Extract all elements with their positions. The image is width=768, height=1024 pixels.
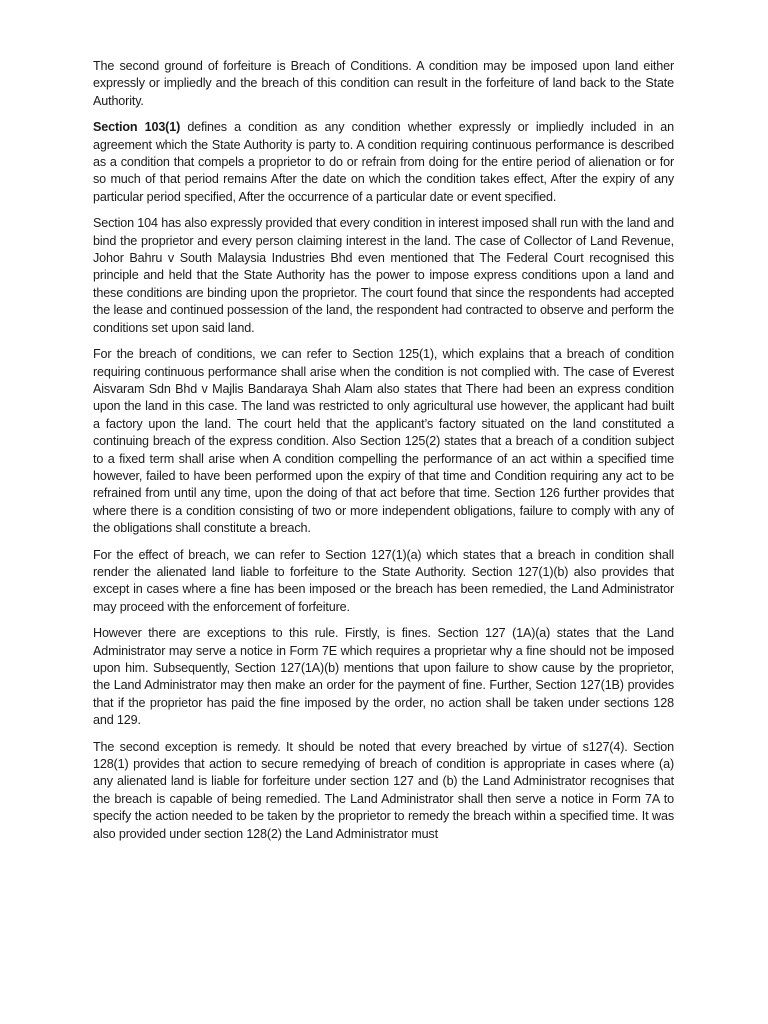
paragraph-section-103	[93, 119, 674, 206]
paragraph-effect-of-breach	[93, 547, 674, 617]
paragraph-section-104	[93, 215, 674, 337]
paragraph-text: Section 104 has also expressly provided that every condition in interest imposed shall run with the land and bind the proprietor and every person claiming interest in the land. The case of Collector of Land Revenue, Johor Bahru v South Malaysia Industries Bhd even mentioned that The Federal Court recognised this principle and held that the State Authority has the power to impose express conditions upon a land and these conditions are binding upon the proprietor. The court found that since the respondents had accepted the lease and continued possession of the land, the respondent had contracted to observe and perform the conditions set upon said land.	[93, 216, 674, 335]
paragraph-text: defines a condition as any condition whether expressly or impliedly included in an agreement which the State Authority is party to. A condition requiring continuous performance is described as a condition that compels a proprietor to do or refrain from doing for the entire period of alienation or for so much of that period remains After the date on which the condition takes effect, After the expiry of any particular period specified, After the occurrence of a particular date or event specified.	[93, 120, 674, 204]
paragraph-text: However there are exceptions to this rule. Firstly, is fines. Section 127 (1A)(a) states that the Land Administrator may serve a notice in Form 7E which requires a proprietar why a fine should not be imposed upon him. Subsequently, Section 127(1A)(b) mentions that upon failure to show cause by the proprietor, the Land Administrator may then make an order for the payment of fine. Further, Section 127(1B) provides that if the proprietor has paid the fine imposed by the order, no action shall be taken under sections 128 and 129.	[93, 626, 674, 728]
paragraph-text: The second exception is remedy. It should be noted that every breached by virtue of s127(4). Section 128(1) provides that action to secure remedying of breach of condition is appropriate in cases where (a) any alienated land is liable for forfeiture under section 127 and (b) the Land Administrator recognises that the breach is capable of being remedied. The Land Administrator shall then serve a notice in Form 7A to specify the action needed to be taken by the proprietor to remedy the breach within a specified time. It was also provided under section 128(2) the Land Administrator must	[93, 739, 674, 841]
paragraph-section-125	[93, 346, 674, 537]
paragraph-text: For the breach of conditions, we can refer to Section 125(1), which explains that a breach of condition requiring continuous performance shall arise when the condition is not complied with. The case of Everest Aisvaram Sdn Bhd v Majlis Bandaraya Shah Alam also states that There had been an express condition upon the land in this case. The land was restricted to only agricultural use however, the applicant had built a factory upon the land. The court held that the applicant’s factory situated on the land constituted a continuing breach of the express condition. Also Section 125(2) states that a breach of a condition subject to a fixed term shall arise when A condition compelling the performance of an act within a specified time however, failed to have been performed upon the expiry of that time and Condition requiring any act to be refrained from until any time, upon the doing of that act before that time. Section 126 further provides that where there is a condition consisting of two or more independent obligations, failure to comply with any of the obligations shall constitute a breach.	[93, 347, 674, 536]
paragraph-exceptions-fines	[93, 625, 674, 729]
paragraph-exception-remedy	[93, 739, 674, 843]
paragraph-text: The second ground of forfeiture is Breach of Conditions. A condition may be imposed upon land either expressly or impliedly and the breach of this condition can result in the forfeiture of land back to the State Authority.	[93, 59, 674, 108]
paragraph-text: For the effect of breach, we can refer to Section 127(1)(a) which states that a breach in condition shall render the alienated land liable to forfeiture to the State Authority. Section 127(1)(b) also provides that except in cases where a fine has been imposed or the breach has been remedied, the Land Administrator may proceed with the enforcement of forfeiture.	[93, 547, 674, 614]
paragraph-breach-of-conditions	[93, 58, 674, 110]
document-page	[93, 58, 674, 852]
section-heading-bold: Section 103(1)	[93, 120, 181, 135]
